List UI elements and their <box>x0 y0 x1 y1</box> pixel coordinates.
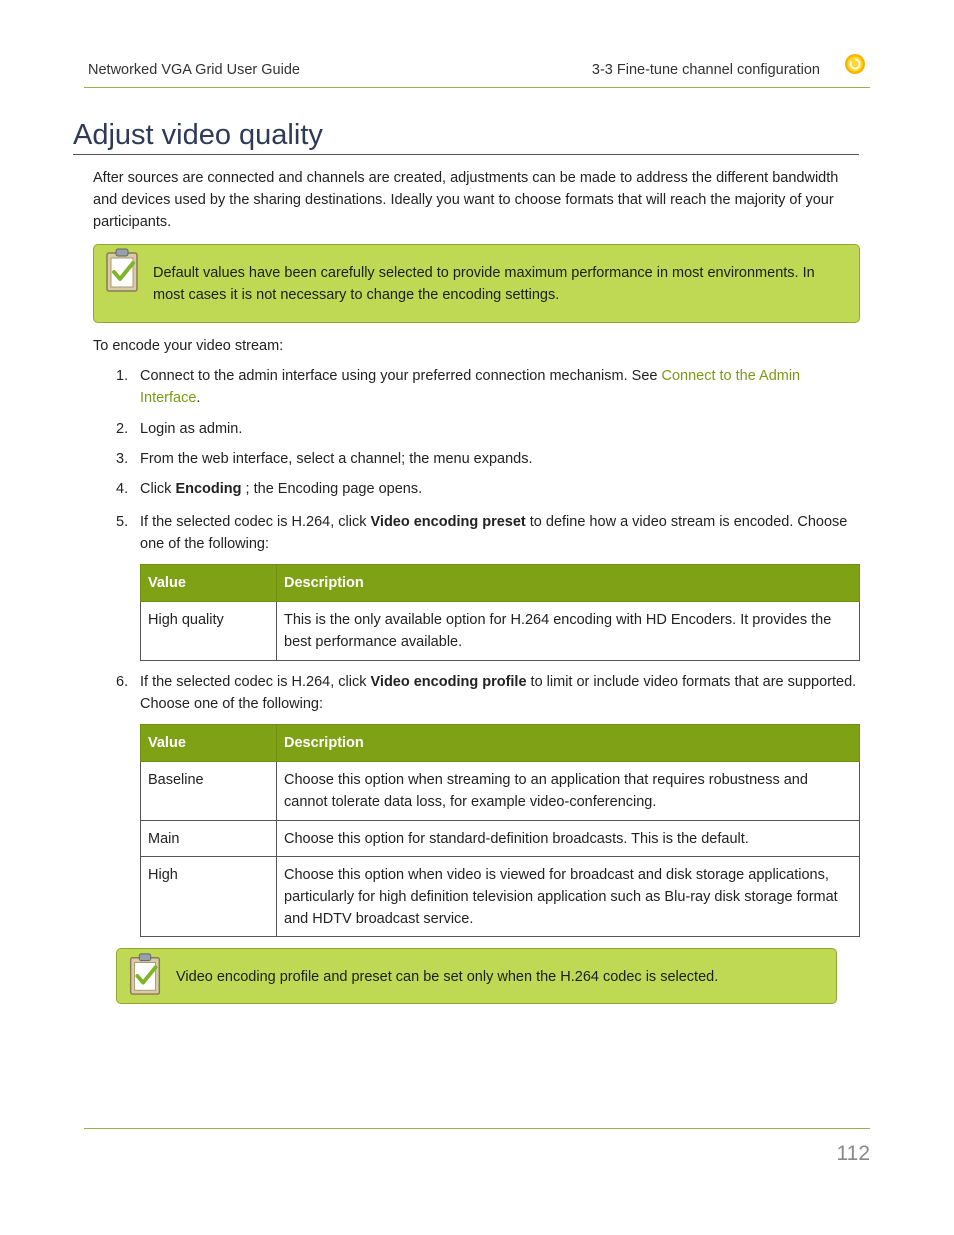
value-cell: Baseline <box>141 762 277 821</box>
description-cell: Choose this option when video is viewed for broadcast and disk storage applications, particularly for high definition television application such as Blu-ray disk storage format and HDTV broadcast service. <box>277 857 860 937</box>
step-text: Login as admin. <box>140 421 243 437</box>
column-header-value: Value <box>141 565 277 602</box>
step-number: 3. <box>116 451 129 467</box>
step-4-before: Click <box>140 481 176 497</box>
guide-title: Networked VGA Grid User Guide <box>88 62 300 78</box>
step-number: 4. <box>116 481 129 497</box>
step-text <box>140 511 860 555</box>
step-4-after: ; the Encoding page opens. <box>241 481 423 497</box>
step-5-after: to define how a video stream is encoded. Choose one of the following: <box>140 514 848 552</box>
column-header-value: Value <box>141 725 277 762</box>
footer-divider <box>84 1128 870 1129</box>
clipboard-check-icon <box>127 952 163 996</box>
step-text <box>140 365 860 409</box>
column-header-description: Description <box>277 565 860 602</box>
sun-logo-icon <box>844 53 866 75</box>
note-box <box>116 948 837 1004</box>
video-encoding-profile-term: Video encoding profile <box>370 674 527 690</box>
description-cell: Choose this option when streaming to an application that requires robustness and cannot tolerate data loss, for example video-conferencing. <box>277 762 860 821</box>
note-text: Default values have been carefully selected to provide maximum performance in most environments. In most cases it is not necessary to change the encoding settings. <box>153 265 815 303</box>
description-cell: This is the only available option for H.264 encoding with HD Encoders. It provides the best performance available. <box>277 602 860 661</box>
note-text: Video encoding profile and preset can be set only when the H.264 codec is selected. <box>176 969 719 985</box>
page-number: 112 <box>836 1142 870 1165</box>
step-6-before: If the selected codec is H.264, click <box>140 674 371 690</box>
table-row <box>141 857 860 937</box>
step-text: From the web interface, select a channel; the menu expands. <box>140 451 533 467</box>
table-header-row <box>141 565 860 602</box>
step-1-text: Connect to the admin interface using your preferred connection mechanism. See <box>140 368 662 384</box>
table-row <box>141 762 860 821</box>
value-cell: High quality <box>141 602 277 661</box>
step-number: 1. <box>116 368 129 384</box>
step-number: 5. <box>116 514 129 530</box>
step-number: 2. <box>116 421 129 437</box>
table-row <box>141 821 860 857</box>
page-title: Adjust video quality <box>73 116 859 155</box>
description-cell: Choose this option for standard-definition broadcasts. This is the default. <box>277 821 860 857</box>
column-header-description: Description <box>277 725 860 762</box>
note-box <box>93 244 860 323</box>
step-text <box>140 478 860 500</box>
video-encoding-preset-term: Video encoding preset <box>370 514 526 530</box>
encoding-term: Encoding <box>175 481 242 497</box>
step-1-after: . <box>196 390 201 406</box>
step-number: 6. <box>116 674 129 690</box>
step-6-after: to limit or include video formats that are supported. Choose one of the following: <box>140 674 857 712</box>
steps-lead: To encode your video stream: <box>93 338 284 354</box>
profile-table <box>140 724 860 937</box>
preset-table <box>140 564 860 661</box>
connect-admin-link[interactable]: Connect to the Admin Interface <box>140 368 801 406</box>
table-header-row <box>141 725 860 762</box>
section-title: 3-3 Fine-tune channel configuration <box>591 62 820 78</box>
intro-paragraph: After sources are connected and channels are created, adjustments can be made to address the different bandwidth and devices used by the sharing destinations. Ideally you want to choose formats that will reach the majority of your participants. <box>93 170 839 230</box>
clipboard-check-icon <box>104 247 140 293</box>
table-row <box>141 602 860 661</box>
step-5-before: If the selected codec is H.264, click <box>140 514 371 530</box>
value-cell: High <box>141 857 277 937</box>
page-header <box>84 56 870 88</box>
value-cell: Main <box>141 821 277 857</box>
step-text <box>140 671 860 715</box>
